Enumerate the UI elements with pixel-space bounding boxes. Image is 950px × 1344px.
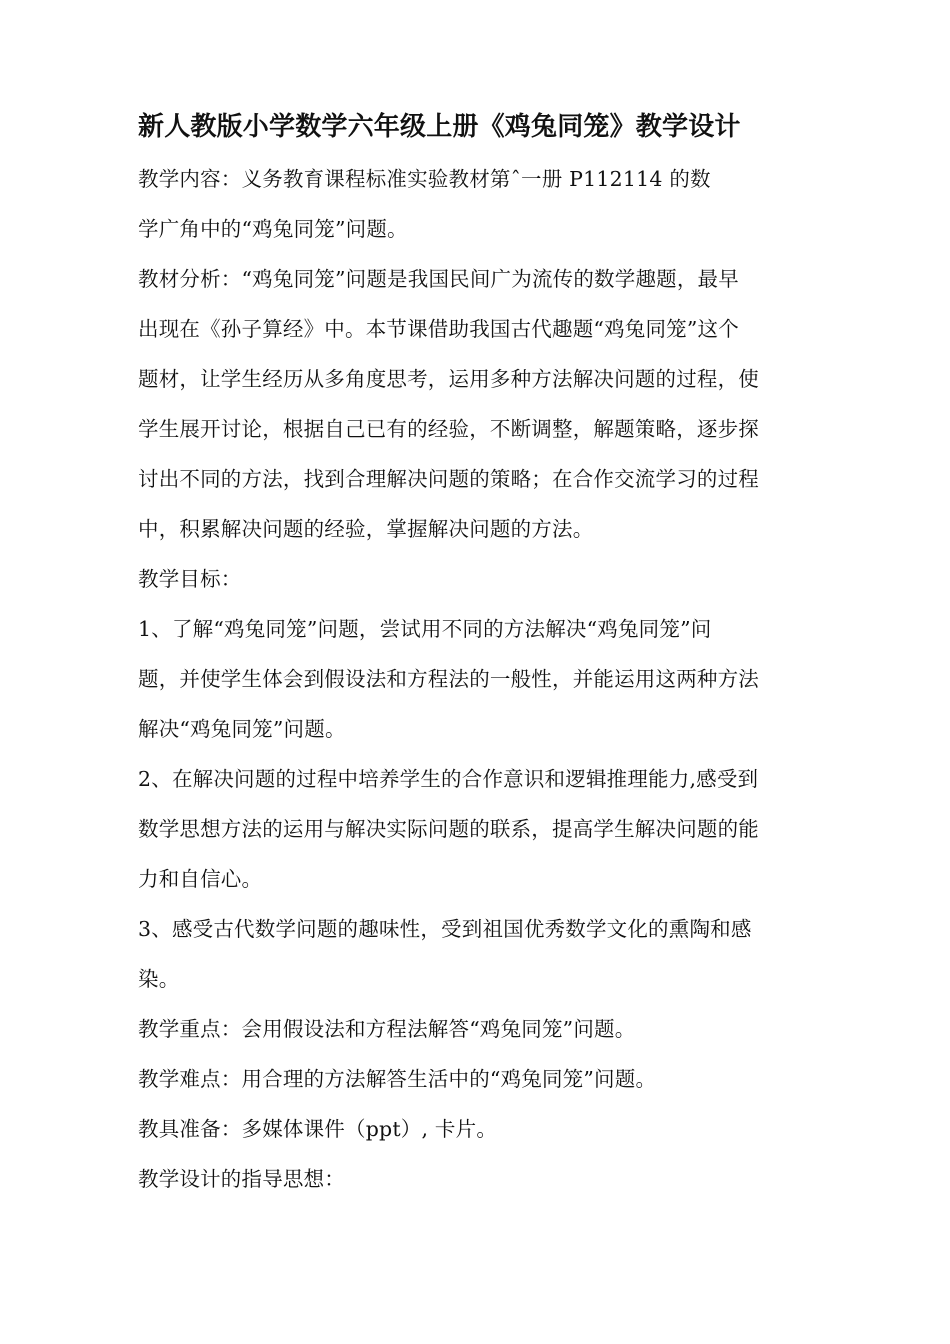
text-line: 学生展开讨论，根据自己已有的经验，不断调整，解题策略，逐步探 [138, 417, 759, 441]
text-line: 3、感受古代数学问题的趣味性，受到祖国优秀数学文化的熏陶和感 [138, 917, 752, 941]
text-line: 学广角中的“鸡兔同笼”问题。 [138, 217, 408, 241]
section-heading: 教学设计的指导思想： [138, 1167, 345, 1191]
text-line: 数学思想方法的运用与解决实际问题的联系，提高学生解决问题的能 [138, 817, 759, 841]
text-line: 染。 [138, 967, 180, 991]
text-line: 出现在《孙子算经》中。本节课借助我国古代趣题“鸡兔同笼”这个 [138, 317, 739, 341]
text-line: 题材，让学生经历从多角度思考，运用多种方法解决问题的过程，使 [138, 367, 759, 391]
text-line: 讨出不同的方法，找到合理解决问题的策略；在合作交流学习的过程 [138, 467, 759, 491]
section-heading: 教学目标： [138, 567, 242, 591]
text-line: 教学内容：义务教育课程标准实验教材第ˆ一册 P112114 的数 [138, 167, 711, 191]
text-line: 力和自信心。 [138, 867, 263, 891]
text-line: 2、在解决问题的过程中培养学生的合作意识和逻辑推理能力,感受到 [138, 767, 759, 791]
document-title: 新人教版小学数学六年级上册《鸡兔同笼》教学设计 [138, 112, 741, 142]
text-line: 1、了解“鸡兔同笼”问题，尝试用不同的方法解决“鸡兔同笼”问 [138, 617, 712, 641]
text-line: 中，积累解决问题的经验，掌握解决问题的方法。 [138, 517, 594, 541]
text-line: 解决“鸡兔同笼”问题。 [138, 717, 346, 741]
text-line: 教学难点：用合理的方法解答生活中的“鸡兔同笼”问题。 [138, 1067, 657, 1091]
text-line: 题，并使学生体会到假设法和方程法的一般性，并能运用这两种方法 [138, 667, 759, 691]
document-body [138, 104, 818, 1204]
text-line: 教材分析：“鸡兔同笼”问题是我国民间广为流传的数学趣题，最早 [138, 267, 739, 291]
text-line: 教学重点：会用假设法和方程法解答“鸡兔同笼”问题。 [138, 1017, 636, 1041]
text-line: 教具准备：多媒体课件（ppt）, 卡片。 [138, 1117, 498, 1141]
